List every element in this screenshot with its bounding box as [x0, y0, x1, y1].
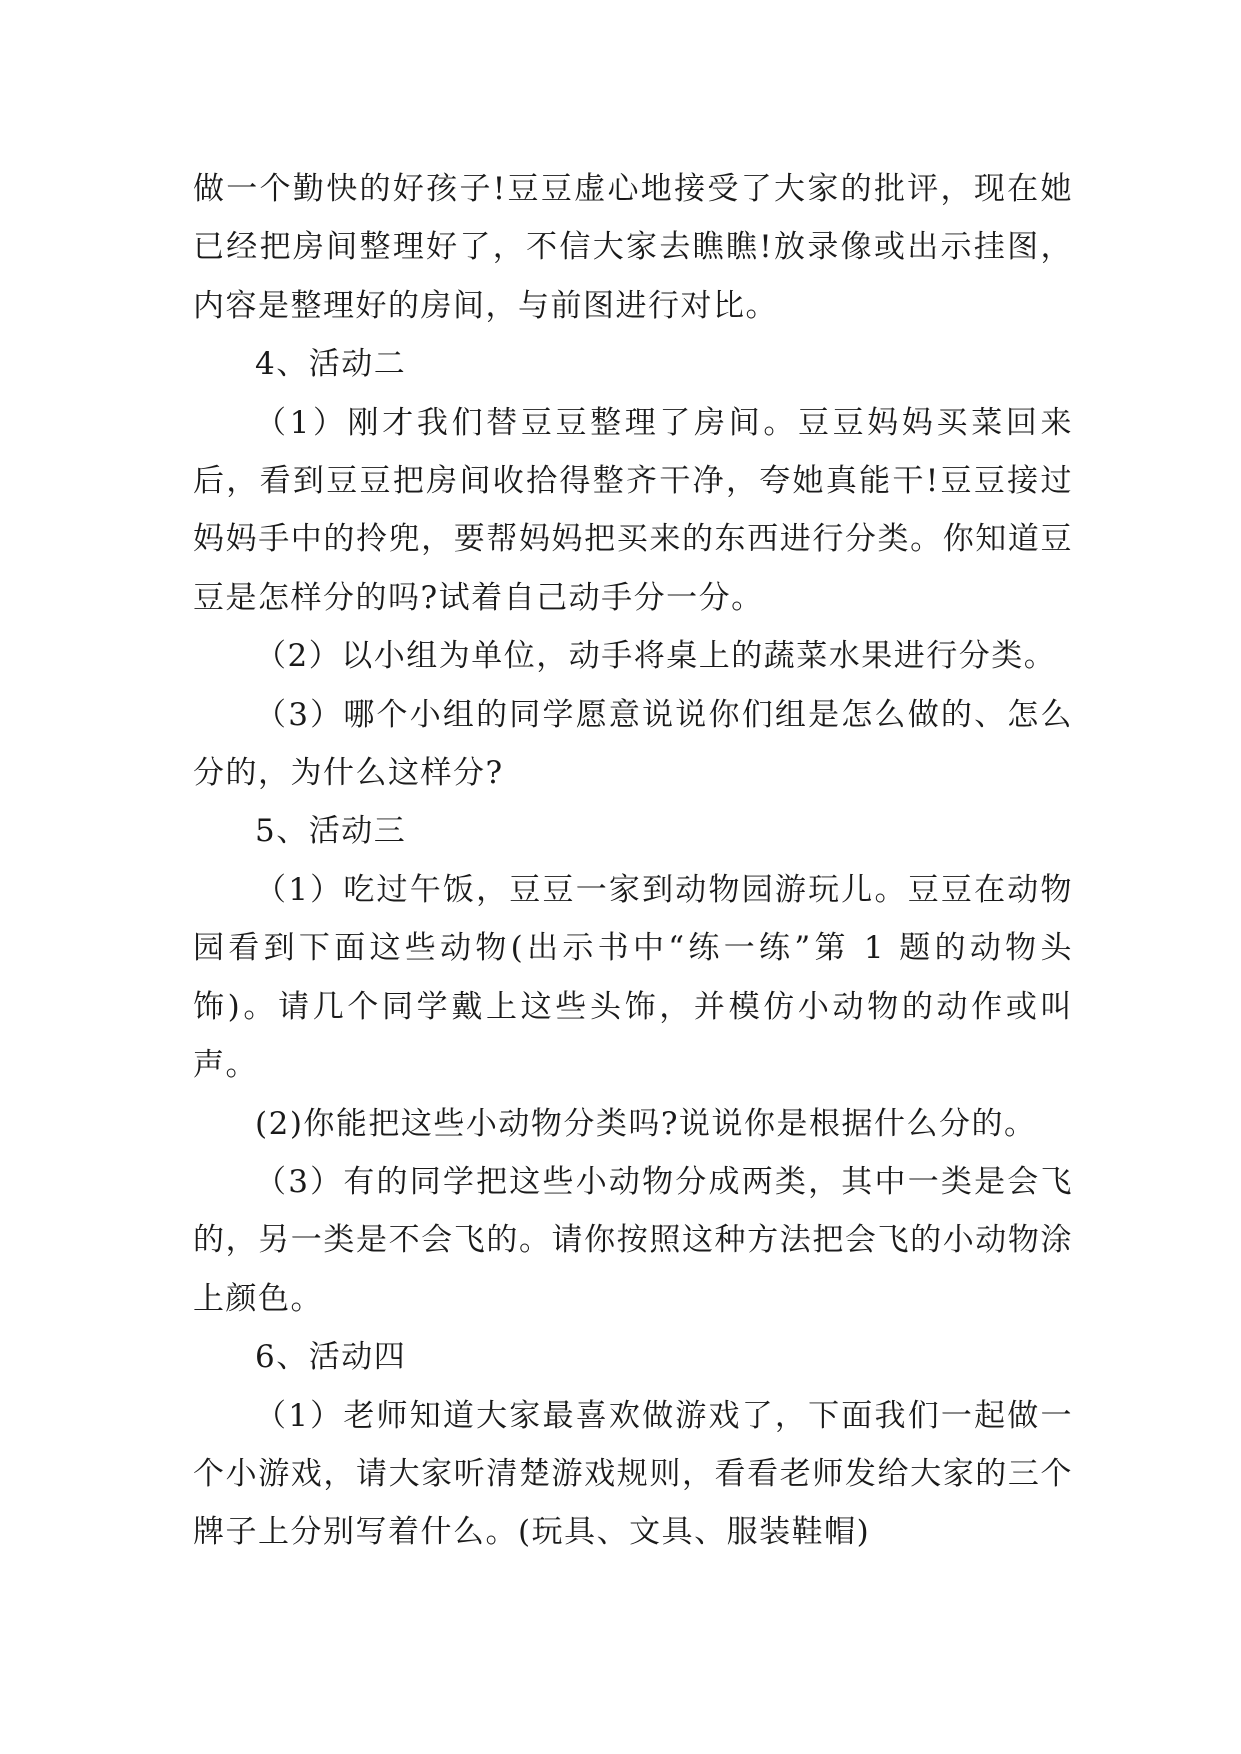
paragraph-activity-four-1: （1）老师知道大家最喜欢做游戏了，下面我们一起做一个小游戏，请大家听清楚游戏规则，看看老师发给大家的三个牌子上分别写着什么。(玩具、文具、服装鞋帽)	[193, 1397, 1073, 1551]
paragraph-activity-three-3: （3）有的同学把这些小动物分成两类，其中一类是会飞的，另一类是不会飞的。请你按照这种方法把会飞的小动物涂上颜色。	[193, 1163, 1073, 1317]
paragraph-activity-three-2: (2)你能把这些小动物分类吗?说说你是根据什么分的。	[255, 1105, 1037, 1142]
paragraph-intro: 做一个勤快的好孩子!豆豆虚心地接受了大家的批评，现在她已经把房间整理好了，不信大家去瞧瞧!放录像或出示挂图，内容是整理好的房间，与前图进行对比。	[193, 171, 1073, 324]
heading-activity-two: 4、活动二	[255, 346, 407, 383]
paragraph-activity-two-2: （2）以小组为单位，动手将桌上的蔬菜水果进行分类。	[255, 638, 1057, 675]
paragraph-activity-two-1: （1）刚才我们替豆豆整理了房间。豆豆妈妈买菜回来后，看到豆豆把房间收拾得整齐干净，夸她真能干!豆豆接过妈妈手中的拎兜，要帮妈妈把买来的东西进行分类。你知道豆豆是怎样分的吗?试着自己动手分一分。	[193, 404, 1073, 616]
heading-activity-four: 6、活动四	[255, 1339, 407, 1376]
paragraph-activity-three-1: （1）吃过午饭，豆豆一家到动物园游玩儿。豆豆在动物园看到下面这些动物(出示书中“练一练”第 1 题的动物头饰)。请几个同学戴上这些头饰，并模仿小动物的动作或叫声。	[193, 871, 1073, 1084]
paragraph-activity-two-3: （3）哪个小组的同学愿意说说你们组是怎么做的、怎么分的，为什么这样分?	[193, 696, 1073, 792]
heading-activity-three: 5、活动三	[255, 813, 407, 850]
document-body	[193, 160, 1073, 1562]
